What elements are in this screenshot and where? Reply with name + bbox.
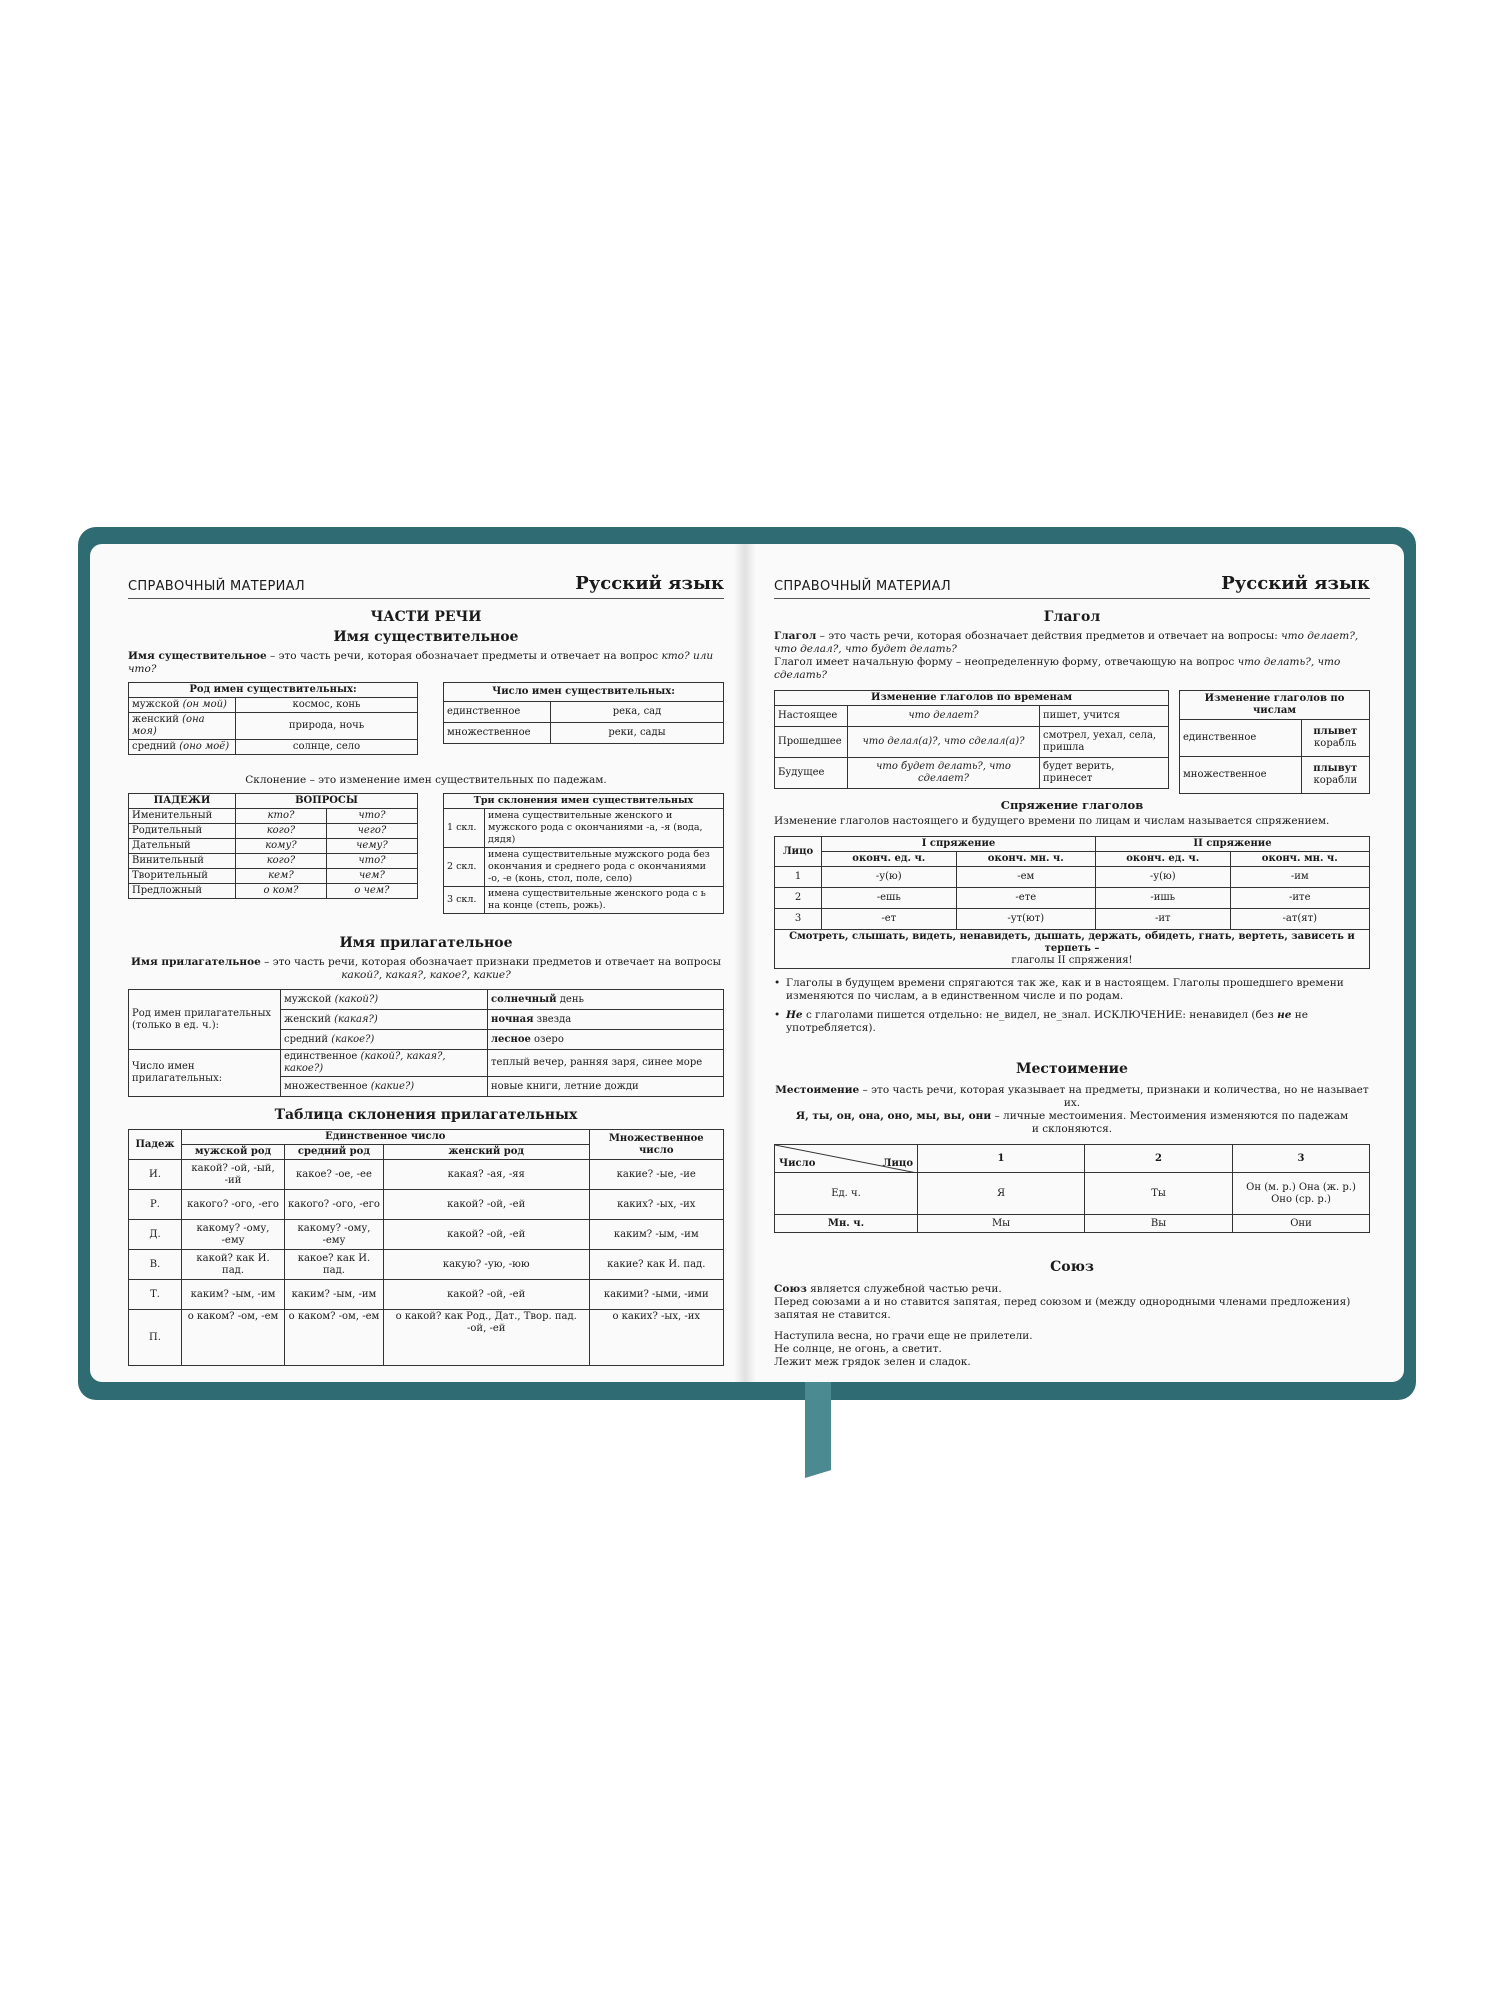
verb-definition-2: Глагол имеет начальную форму – неопределенную форму, отвечающую на вопрос что делать?, что сделать?	[774, 656, 1341, 681]
left-page	[90, 544, 744, 1382]
conjugation-definition: Изменение глаголов настоящего и будущего времени по лицам и числам называется спряжением.	[774, 815, 1330, 827]
verb-bullet-1: • Глаголы в будущем времени спрягаются так же, как и в настоящем. Глаголы прошедшего времени изменяются по числам, а в единственном числе и по родам.	[774, 977, 1370, 1003]
adjective-declension-title: Таблица склонения прилагательных	[274, 1107, 578, 1123]
declension-definition: Склонение – это изменение имен существительных по падежам.	[245, 774, 607, 786]
three-declensions-table: Три склонения имен существительных 1 скл. имена существительные женского и мужского рода с окончаниями -а, -я (вода, дядя) 2 скл. имена существительные мужского рода без окончания и среднего рода с окончаниями -о, -е (конь, стол, поле, село) 3 скл. имена существительные женского рода с ь на конце (степь, рожь).	[443, 793, 724, 914]
subject-title: Русский язык	[575, 573, 724, 594]
left-page-header	[128, 568, 724, 599]
verb-number-table: Изменение глаголов по числам единственное плывет корабль множественное плывут корабли	[1179, 690, 1370, 794]
union-example-1: Наступила весна, но грачи еще не прилетели.	[774, 1330, 1033, 1342]
pronoun-diag-cell: Число Лицо	[775, 1145, 918, 1173]
conjugation-title: Спряжение глаголов	[1000, 798, 1144, 812]
union-line-3: запятая не ставится.	[774, 1309, 891, 1321]
union-example-3: Лежит меж грядок зелен и сладок.	[774, 1356, 971, 1368]
number-table: Число имен существительных: единственное река, сад множественное реки, сады	[443, 682, 724, 744]
verb-bullet-2: • Не с глаголами пишется отдельно: не_видел, не_знал. ИСКЛЮЧЕНИЕ: ненавидел (без не не употребляется).	[774, 1009, 1370, 1035]
adjective-title: Имя прилагательное	[339, 935, 513, 951]
adjective-gender-table: Род имен прилагательных (только в ед. ч.): мужской (какой?) солнечный день женский (какая?) ночная звезда средний (какое?) лесное озеро Число имен прилагательных: единственное (какой?, какая?, какое?) теплый вечер, ранняя заря, синее море множественное (какие?) новые книги, летние дожди	[128, 989, 724, 1097]
book-gutter	[734, 544, 756, 1382]
noun-definition: Имя существительное – это часть речи, которая обозначает предметы и отвечает на вопрос кто? или что?	[128, 650, 714, 675]
union-line-2: Перед союзами а и но ставится запятая, перед союзом и (между однородными членами предложения)	[774, 1296, 1351, 1308]
pronoun-definition: Местоимение – это часть речи, которая указывает на предметы, признаки и количества, но не называет их. Я, ты, он, она, оно, мы, вы, они – личные местоимения. Местоимения изменяются по падежам и склоняются.	[775, 1084, 1369, 1135]
parts-title: ЧАСТИ РЕЧИ	[370, 609, 482, 625]
subject-title-right: Русский язык	[1221, 573, 1370, 594]
pronoun-table: Число Лицо 1 2 3 Ед. ч. Я Ты Он (м. р.) Она (ж. р.) Оно (ср. р.) Мн. ч. Мы Вы Они	[774, 1144, 1370, 1233]
verb-title: Глагол	[1043, 609, 1101, 625]
union-example-2: Не солнце, не огонь, а светит.	[774, 1343, 942, 1355]
bookmark-ribbon	[805, 1380, 831, 1478]
gender-table: Род имен существительных: мужской (он мой) космос, конь женский (она моя) природа, ночь средний (оно моё) солнце, село	[128, 682, 418, 755]
section-label: СПРАВОЧНЫЙ МАТЕРИАЛ	[128, 579, 305, 594]
section-label-right: СПРАВОЧНЫЙ МАТЕРИАЛ	[774, 579, 951, 594]
union-title: Союз	[1050, 1259, 1094, 1275]
adjective-definition: Имя прилагательное – это часть речи, которая обозначает признаки предметов и отвечает на вопросы какой?, какая?, какое?, какие?	[130, 956, 722, 981]
verb-definition: Глагол – это часть речи, которая обозначает действия предметов и отвечает на вопросы: что делает?, что делал?, что будет делать?	[774, 630, 1359, 655]
noun-title: Имя существительное	[333, 629, 519, 645]
conjugation-table: Лицо I спряжение II спряжение оконч. ед. ч. оконч. мн. ч. оконч. ед. ч. оконч. мн. ч. 1 -у(ю) -ем -у(ю) -им 2 -ешь -ете -ишь -ите 3 -ет -ут(ют) -ит -ат(ят) Смотреть, слышать, видеть, ненавидеть, дышать, держать, обидеть, гнать, вертеть, зависеть и терпеть – глаголы II спряжения!	[774, 836, 1370, 969]
union-line-1: Союз является служебной частью речи.	[774, 1283, 1002, 1295]
adjective-declension-table: Падеж Единственное число Множественное число мужской род средний род женский род И. какой? -ой, -ый, -ий какое? -ое, -ее какая? -ая, -яя какие? -ые, -ие Р. какого? -ого, -его какого? -ого, -его какой? -ой, -ей каких? -ых, -их Д. какому? -ому, -ему какому? -ому, -ему какой? -ой, -ей каким? -ым, -им В. какой? как И. пад. какое? как И. пад. какую? -ую, -юю какие? как И. пад. Т. каким? -ым, -им каким? -ым, -им какой? -ой, -ей какими? -ыми, -ими П. о каком? -ом, -ем о каком? -ом, -ем о какой? как Род., Дат., Твор. пад. -ой, -ей о каких? -ых, -их	[128, 1129, 724, 1366]
tense-table: Изменение глаголов по временам Настоящее что делает? пишет, учится Прошедшее что делал(а)?, что сделал(а)? смотрел, уехал, села, пришла Будущее что будет делать?, что сделает? будет верить, принесет	[774, 690, 1169, 789]
right-page	[744, 544, 1404, 1382]
pronoun-title: Местоимение	[1016, 1061, 1128, 1077]
cases-table: ПАДЕЖИ ВОПРОСЫ Именительный кто? что? Родительный кого? чего? Дательный кому? чему? Винительный кого? что? Творительный кем? чем? Предложный о ком? о чем?	[128, 793, 418, 899]
right-page-header	[774, 568, 1370, 599]
